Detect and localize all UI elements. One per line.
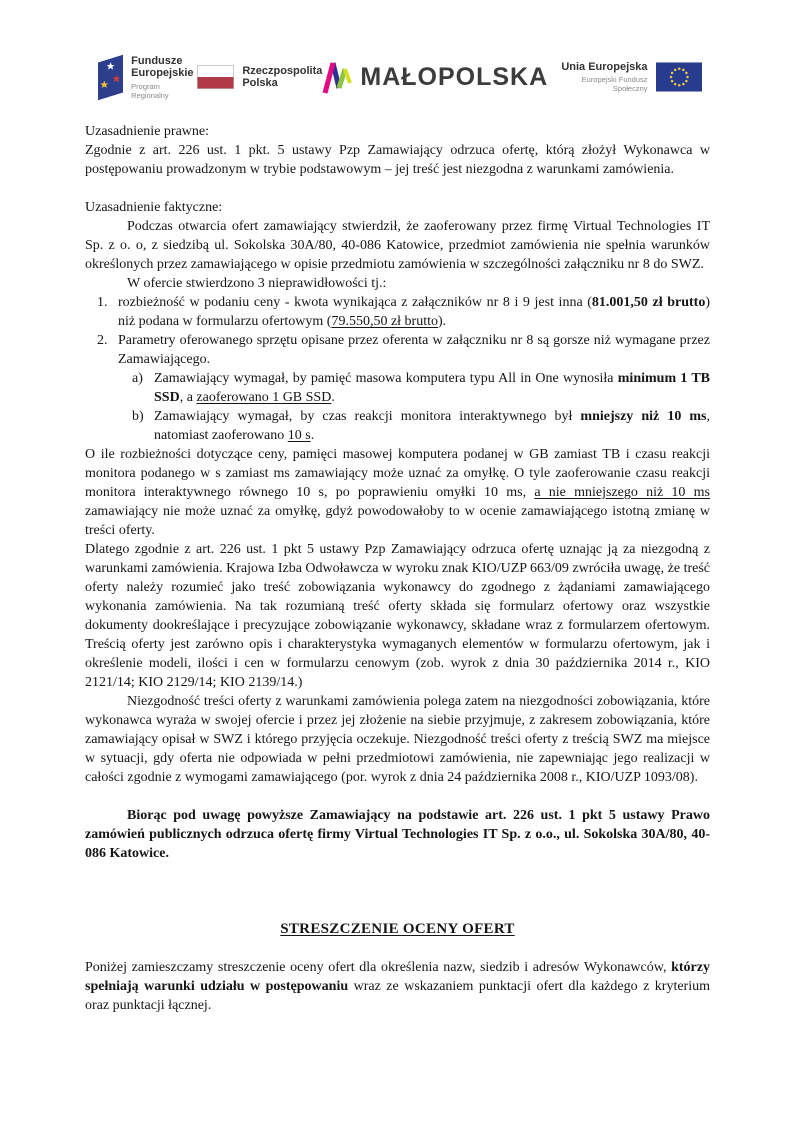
text-run: , a [179, 390, 197, 405]
eu-flag-icon [656, 62, 702, 92]
text-run: a nie mniejszego niż 10 ms [534, 485, 710, 500]
text-run: . [331, 390, 335, 405]
malopolska-m-icon [322, 59, 352, 95]
list-item [85, 407, 710, 445]
paragraph [85, 122, 710, 141]
list-item-text [154, 369, 710, 407]
text-run: W ofercie stwierdzono 3 nieprawidłowości tj.: [127, 276, 387, 291]
paragraph [85, 141, 710, 179]
text-run: Niezgodność treści oferty z warunkami zamówienia polega zatem na niezgodności zobowiązania, które wykonawca wyraża w swojej ofercie i przez jej złożenie na siebie przyjmuje, z zakresem zobowiązania, które zamawiający opisał w SWZ i którego przyjęcia oczekuje. Niezgodność treści oferty z treścią SWZ ma miejsce w sytuacji, gdy oferta nie odpowiada w pełni przedmiotowi zamówienia, nie zapewniając jego realizacji w całości zgodnie z wymogami zamawiającego (por. wyrok z dnia 24 października 2008 r., KIO/UZP 1093/08). [85, 694, 710, 785]
malopolska-wordmark: MAŁOPOLSKA [360, 62, 549, 91]
document-body [85, 122, 710, 1015]
blank-line [85, 882, 710, 901]
text-run: Zgodnie z art. 226 ust. 1 pkt. 5 ustawy Pzp Zamawiający odrzuca ofertę, którą złożył Wykonawca w postępowaniu prowadzonym w trybie podstawowym – jej treść jest niezgodna z warunkami zamówienia. [85, 143, 710, 177]
list-item [85, 331, 710, 369]
paragraph [85, 958, 710, 1015]
paragraph [85, 806, 710, 863]
text-run: rozbieżność w podaniu ceny - kwota wynikająca z załączników nr 8 i 9 jest inna ( [118, 295, 592, 310]
eu-funds-flag-icon [98, 53, 123, 101]
blank-line [85, 787, 710, 806]
text-run: 10 s [287, 428, 311, 443]
list-item [85, 293, 710, 331]
text-run: O ile rozbieżności dotyczące ceny, pamięci masowej komputera podanej w GB zamiast TB i czasu reakcji monitora podanego w s zamiast ms zamawiający może uznać za omyłkę. O tyle zaoferowanie czasu reakcji monitora interaktywnego równego 10 s, po poprawieniu omyłki 10 ms, [85, 447, 710, 500]
text-run: którzy spełniają warunki udziału w postępowaniu [85, 960, 710, 994]
text-run: Podczas otwarcia ofert zamawiający stwierdził, że zaoferowany przez firmę Virtual Technologies IT Sp. z o. o, z siedzibą ul. Sokolska 30A/80, 40-086 Katowice, przedmiot zamówienia nie spełnia warunków określonych przez zamawiającego w opisie przedmiotu zamówienia w szczególności załączniku nr 8 do SWZ. [85, 219, 710, 272]
paragraph [85, 540, 710, 692]
text-run: wraz ze wskazaniem punktacji ofert dla każdego z kryterium oraz punktacji łącznej. [85, 979, 710, 1013]
blank-line [85, 901, 710, 920]
poland-title-line1: Rzeczpospolita [242, 64, 323, 77]
text-run: 81.001,50 zł brutto [591, 295, 706, 310]
logo-malopolska [322, 59, 548, 95]
text-run: Biorąc pod uwagę powyższe Zamawiający na podstawie art. 226 ust. 1 pkt 5 ustawy Prawo zamówień publicznych odrzuca ofertę firmy Virtual Technologies IT Sp. z o.o., ul. Sokolska 30A/80, 40-086 Katowice. [85, 808, 710, 861]
text-run: Zamawiający wymagał, by czas reakcji monitora interaktywnego był [154, 409, 581, 424]
paragraph [85, 198, 710, 217]
text-run: Dlatego zgodnie z art. 226 ust. 1 pkt 5 ustawy Pzp Zamawiający odrzuca ofertę uznając ją za niezgodną z warunkami zamówienia. Krajowa Izba Odwoławcza w wyroku znak KIO/UZP 663/09 zwróciła uwagę, że treść oferty należy rozumieć jako treść zobowiązania wykonawcy do zgodnego z żądaniami zamawiającego wykonania zamówienia. Na tak rozumianą treść oferty składa się formularz ofertowy oraz wszystkie dokumenty dookreślające i precyzujące zobowiązanie wykonawcy, składane wraz z formularzem ofertowym. Treścią oferty jest zarówno opis i charakterystyka wymaganych elementów w formularzu ofertowym, jak i określenie modeli, ilości i cen w formularzu cenowym (zob. wyrok z dnia 30 października 2014 r., KIO 2121/14; KIO 2129/14; KIO 2139/14.) [85, 542, 710, 690]
logo-strip [98, 48, 702, 106]
text-run: STRESZCZENIE OCENY OFERT [280, 921, 515, 937]
text-run: zaoferowano 1 GB SSD [196, 390, 332, 405]
text-run: Parametry oferowanego sprzętu opisane przez oferenta w załączniku nr 8 są gorsze niż wymagane przez Zamawiającego. [118, 333, 710, 367]
paragraph [85, 217, 710, 274]
text-run: zamawiający nie może uznać za omyłkę, gdyż powodowałoby to w ocenie zamawiającego istotną zmianę w treści oferty. [85, 504, 710, 538]
list-marker: a) [132, 371, 143, 386]
eu-label [548, 61, 647, 94]
list-item-text [154, 407, 710, 445]
logo-unia-europejska [548, 61, 702, 94]
eu-title: Unia Europejska [561, 60, 648, 73]
paragraph [85, 692, 710, 787]
text-run: ) niż podana w formularzu ofertowym ( [118, 295, 710, 329]
blank-line [85, 179, 710, 198]
text-run: , natomiast zaoferowano [154, 409, 710, 443]
text-run: Uzasadnienie faktyczne: [85, 200, 223, 215]
text-run: Poniżej zamieszczamy streszczenie oceny ofert dla określenia nazw, siedzib i adresów Wykonawców, [85, 960, 672, 975]
text-run: Zamawiający wymagał, by pamięć masowa komputera typu All in One wynosiła [154, 371, 618, 386]
list-marker: 2. [97, 333, 108, 348]
text-run: ). [437, 314, 447, 329]
text-run: Uzasadnienie prawne: [85, 124, 209, 139]
text-run: minimum 1 TB SSD [154, 371, 711, 405]
paragraph [85, 445, 710, 540]
text-run: 79.550,50 zł brutto [331, 314, 438, 329]
poland-title-line2: Polska [242, 77, 278, 89]
eu-funds-label [131, 55, 197, 100]
list-marker: 1. [97, 295, 108, 310]
blank-line [85, 939, 710, 958]
logo-fundusze-europejskie [98, 53, 197, 101]
eu-funds-title-line2: Europejskie [131, 67, 194, 79]
logo-rzeczpospolita-polska [197, 65, 322, 90]
paragraph [85, 274, 710, 293]
list-marker: b) [132, 409, 144, 424]
poland-flag-icon [197, 65, 234, 89]
section-heading [85, 920, 710, 939]
list-item [85, 369, 710, 407]
text-run: . [310, 428, 315, 443]
list-item-text [118, 331, 710, 369]
eu-subtitle: Europejski Fundusz Społeczny [581, 75, 648, 94]
blank-line [85, 863, 710, 882]
list-item-text [118, 293, 710, 331]
text-run: mniejszy niż 10 ms [580, 409, 707, 424]
eu-funds-subtitle: Program Regionalny [131, 81, 169, 100]
poland-label [242, 65, 322, 90]
eu-funds-title-line1: Fundusze [131, 54, 183, 67]
